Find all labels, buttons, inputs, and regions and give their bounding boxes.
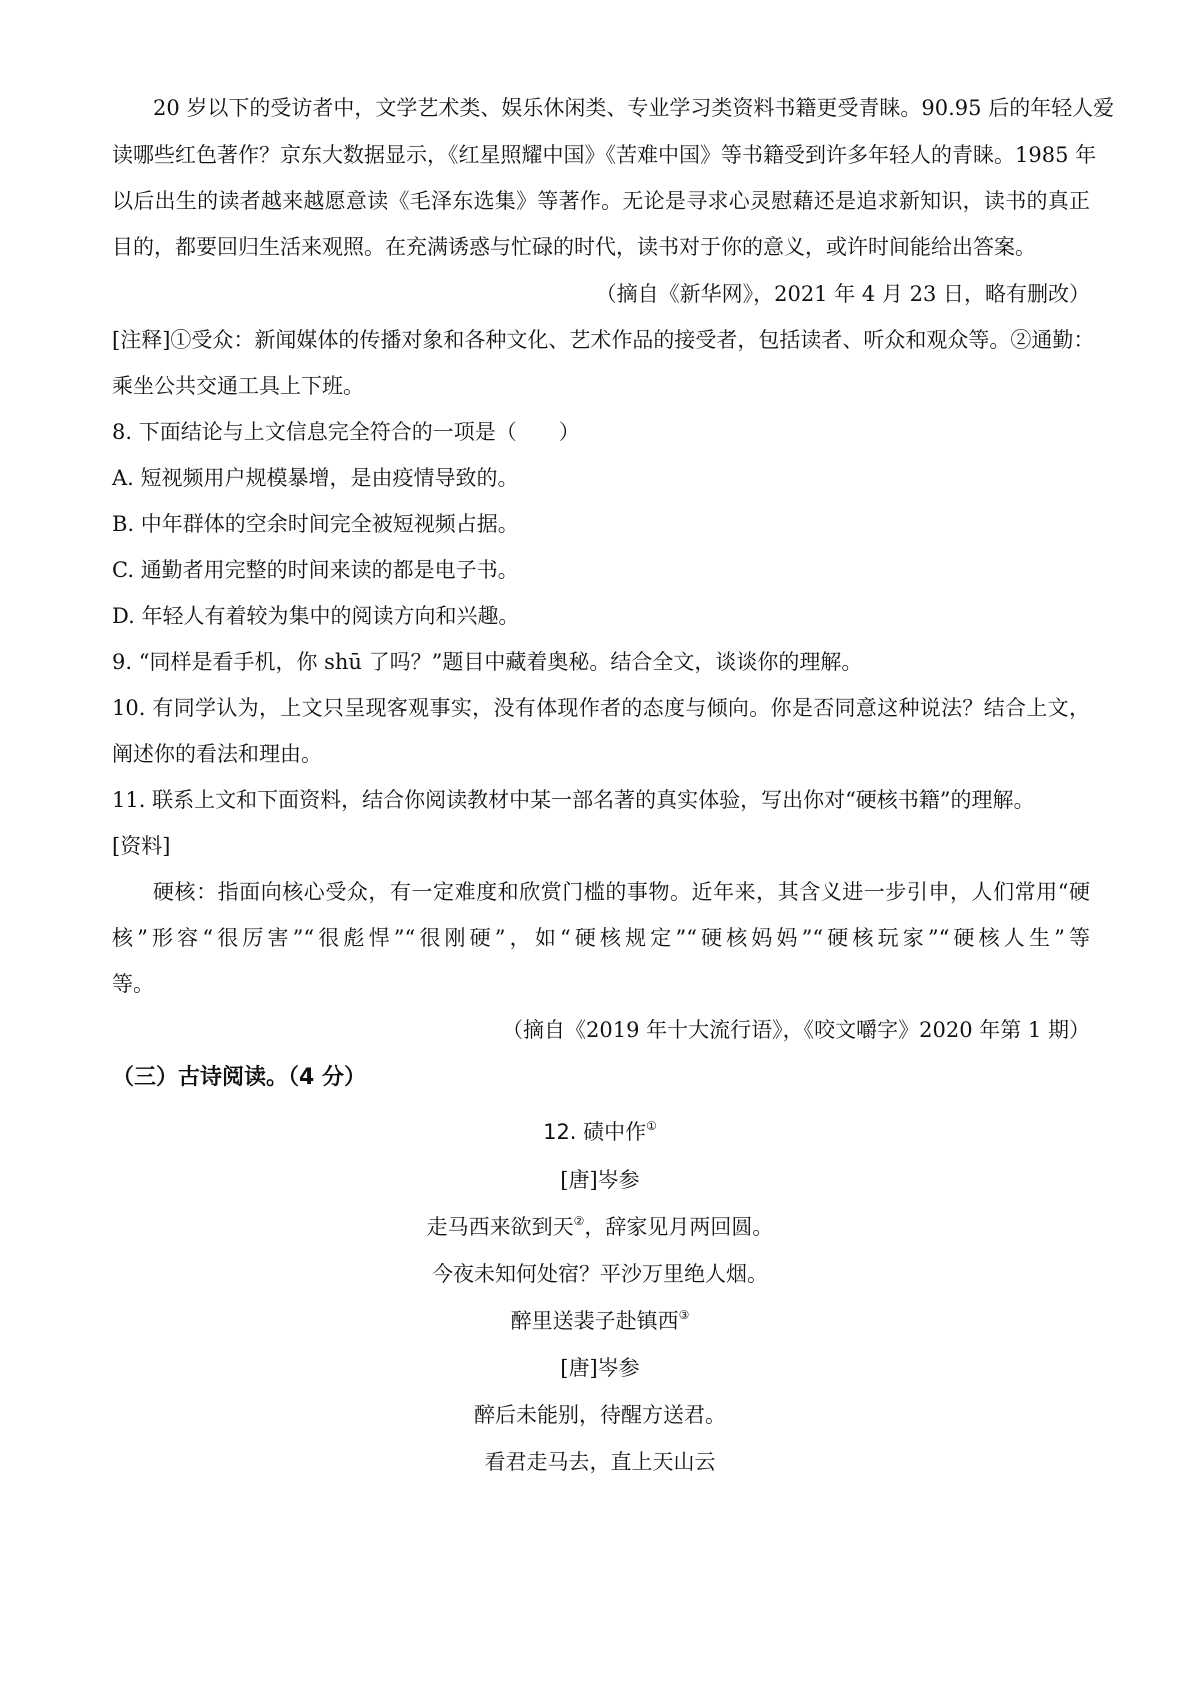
- poem1-title-text: 12. 碛中作: [543, 1120, 647, 1144]
- poem2-line-1: 醉后未能别，待醒方送君。: [474, 1403, 726, 1427]
- question-10-line-1: 10. 有同学认为，上文只呈现客观事实，没有体现作者的态度与倾向。你是否同意这种说法？结合上文，: [112, 696, 1090, 720]
- q8-option-c: C. 通勤者用完整的时间来读的都是电子书。: [112, 558, 519, 582]
- poem1-line-1-b: ，辞家见月两回圆。: [584, 1215, 774, 1239]
- poem2-author: [唐]岑参: [560, 1356, 640, 1380]
- question-8: 8. 下面结论与上文信息完全符合的一项是（ ）: [112, 420, 580, 444]
- material-line-1: 硬核：指面向核心受众，有一定难度和欣赏门槛的事物。近年来，其含义进一步引申，人们常用“硬: [153, 880, 1090, 904]
- passage-line-3: 以后出生的读者越来越愿意读《毛泽东选集》等著作。无论是寻求心灵慰藉还是追求新知识，读书的真正: [112, 189, 1090, 213]
- section-heading: （三）古诗阅读。（4 分）: [112, 1065, 366, 1090]
- poem1-author: [唐]岑参: [560, 1168, 640, 1192]
- q8-option-b: B. 中年群体的空余时间完全被短视频占据。: [112, 512, 519, 536]
- notes-line-2: 乘坐公共交通工具上下班。: [112, 374, 364, 398]
- question-9: 9. “同样是看手机，你 shū 了吗？”题目中藏着奥秘。结合全文，谈谈你的理解。: [112, 650, 863, 674]
- poem2-title: [0, 1306, 1200, 1336]
- poem1-line-1-note: ②: [573, 1214, 585, 1228]
- passage-line-1: 20 岁以下的受访者中，文学艺术类、娱乐休闲类、专业学习类资料书籍更受青睐。90.95 后的年轻人爱: [153, 96, 1115, 120]
- notes-line-1: [注释]①受众：新闻媒体的传播对象和各种文化、艺术作品的接受者，包括读者、听众和观众等。②通勤：: [112, 328, 1095, 352]
- material-source: （摘自《2019 年十大流行语》，《咬文嚼字》2020 年第 1 期）: [502, 1018, 1090, 1042]
- q8-option-a: A. 短视频用户规模暴增，是由疫情导致的。: [112, 466, 519, 490]
- poem1-line-1: [0, 1212, 1200, 1242]
- poem2-title-text: 醉里送裴子赴镇西: [510, 1309, 679, 1333]
- material-line-3: 等。: [112, 972, 154, 996]
- poem2-title-note: ③: [678, 1308, 690, 1322]
- poem2-line-2: 看君走马去，直上天山云: [484, 1450, 716, 1474]
- question-10-line-2: 阐述你的看法和理由。: [112, 742, 322, 766]
- passage-source: （摘自《新华网》，2021 年 4 月 23 日，略有删改）: [595, 282, 1090, 306]
- material-line-2: 核”形容“很厉害”“很彪悍”“很刚硬”，如“硬核规定”“硬核妈妈”“硬核玩家”“硬核人生”等: [112, 926, 1090, 950]
- passage-line-4: 目的，都要回归生活来观照。在充满诱惑与忙碌的时代，读书对于你的意义，或许时间能给出答案。: [112, 235, 1036, 259]
- q8-option-d: D. 年轻人有着较为集中的阅读方向和兴趣。: [112, 604, 520, 628]
- poem1-title-note: ①: [646, 1119, 657, 1133]
- poem1-title: [0, 1117, 1200, 1147]
- poem1-line-2: 今夜未知何处宿？平沙万里绝人烟。: [432, 1262, 768, 1286]
- passage-line-2: 读哪些红色著作？京东大数据显示，《红星照耀中国》《苦难中国》等书籍受到许多年轻人的青睐。1985 年: [112, 143, 1097, 167]
- question-11: 11. 联系上文和下面资料，结合你阅读教材中某一部名著的真实体验，写出你对“硬核书籍”的理解。: [112, 788, 1035, 812]
- material-label: [资料]: [112, 834, 171, 858]
- poem1-line-1-a: 走马西来欲到天: [426, 1215, 574, 1239]
